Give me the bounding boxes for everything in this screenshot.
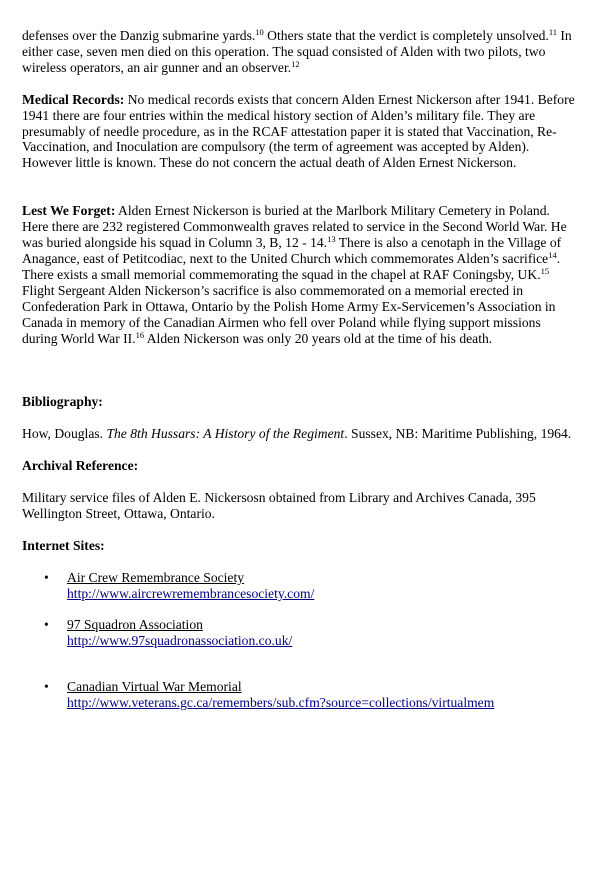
- list-item: [22, 679, 578, 711]
- internet-sites-list: [22, 570, 578, 711]
- intro-text-2: Others state that the verdict is completely unsolved.: [263, 28, 549, 43]
- archival-reference-heading: Archival Reference:: [22, 458, 139, 474]
- lest-text-2: There is also a cenotaph in the Village of Anagance, east of Petitcodiac, next to the United Church which commemorates Alden’s sacrifice: [22, 235, 562, 266]
- intro-paragraph: [22, 28, 578, 76]
- bullet-icon: •: [44, 616, 49, 632]
- archival-reference-text: Military service files of Alden E. Nickersosn obtained from Library and Archives Canada, 395 Wellington Street, Ottawa, Ontario.: [22, 490, 536, 522]
- footnote-ref: 10: [255, 27, 264, 37]
- bibliography-book-title: The 8th Hussars: A History of the Regiment: [106, 426, 345, 442]
- bullet-icon: •: [44, 569, 49, 585]
- lest-we-forget-label: Lest We Forget:: [22, 203, 116, 219]
- internet-sites-heading: Internet Sites:: [22, 537, 105, 553]
- site-url-link[interactable]: http://www.veterans.gc.ca/remembers/sub.cfm?source=collections/virtualmem: [67, 695, 495, 711]
- document-page: [22, 28, 578, 711]
- lest-text-3: . There exists a small memorial commemorating the squad in the chapel at RAF Coningsby, UK.: [22, 250, 561, 282]
- site-name-link[interactable]: Canadian Virtual War Memorial: [67, 679, 242, 695]
- list-item: [22, 617, 578, 649]
- lest-we-forget-paragraph: [22, 203, 578, 346]
- bibliography-author: How, Douglas.: [22, 426, 107, 442]
- lest-text-5: Alden Nickerson was only 20 years old at the time of his death.: [144, 330, 493, 346]
- site-name-link[interactable]: Air Crew Remembrance Society: [67, 569, 245, 585]
- bullet-icon: •: [44, 679, 49, 695]
- site-name-link[interactable]: 97 Squadron Association: [67, 616, 203, 632]
- footnote-ref: 14: [548, 249, 557, 260]
- site-url-link[interactable]: http://www.97squadronassociation.co.uk/: [67, 632, 293, 648]
- footnote-ref: 15: [540, 265, 550, 276]
- lest-text-1: Alden Ernest Nickerson is buried at the Marlbork Military Cemetery in Poland. Here there are 232 registered Commonwealth graves related to service in the Second World War. He was buried alongside his squad in Column 3, B, 12 - 14.: [22, 203, 567, 251]
- site-url-link[interactable]: http://www.aircrewremembrancesociety.com/: [67, 585, 315, 601]
- medical-records-paragraph: [22, 92, 578, 172]
- bibliography-heading: Bibliography:: [22, 394, 103, 410]
- intro-text-1: defenses over the Danzig submarine yards.: [22, 28, 256, 43]
- footnote-ref: 16: [135, 329, 145, 340]
- medical-records-text: No medical records exists that concern Alden Ernest Nickerson after 1941. Before 1941 there are four entries within the medical history section of Alden’s military file. They are presumably of needle procedure, as in the RCAF attestation paper it is stated that Vaccination, Re-Vaccination, and Inoculation are compulsory (the term of agreement was accepted by Alden). However little is known. These do not concern the actual death of Alden Ernest Nickerson.: [22, 91, 575, 171]
- bibliography-entry: [22, 426, 578, 442]
- footnote-ref: 13: [327, 234, 336, 245]
- lest-text-4: Flight Sergeant Alden Nickerson’s sacrifice is also commemorated on a memorial erected in Confederation Park in Ottawa, Ontario by the Polish Home Army Ex-Servicemen’s Association in Canada in memory of the Canadian Airmen who fell over Poland while flying support missions during World War II.: [22, 282, 556, 346]
- medical-records-label: Medical Records:: [22, 91, 125, 107]
- footnote-ref: 12: [291, 58, 300, 69]
- intro-text-3: In either case, seven men died on this operation. The squad consisted of Alden with two pilots, two wireless operators, an air gunner and an observer.: [22, 28, 572, 75]
- footnote-ref: 11: [548, 27, 557, 37]
- list-item: [22, 570, 578, 602]
- bibliography-publisher: . Sussex, NB: Maritime Publishing, 1964.: [344, 426, 572, 442]
